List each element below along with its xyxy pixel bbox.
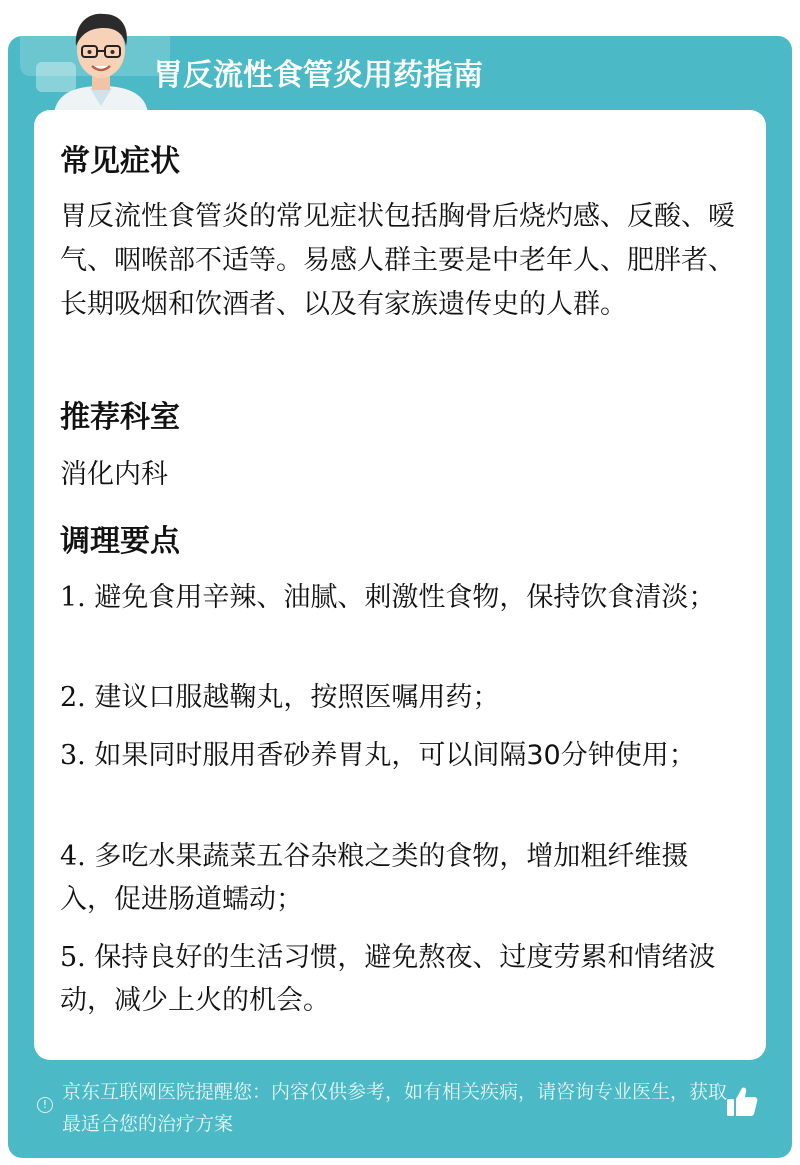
care-item-text: 建议口服越鞠丸，按照医嘱用药； [85,682,500,713]
care-item-text: 避免食用辛辣、油腻、刺激性食物，保持饮食清淡； [85,582,716,613]
care-item-text: 多吃水果蔬菜五谷杂粮之类的食物，增加粗纤维摄入，促进肠道蠕动； [60,841,689,915]
content-card [34,110,766,1060]
thumbs-up-icon[interactable] [724,1084,760,1120]
care-item-number: 5. [60,942,86,973]
care-item-number: 3. [60,740,86,771]
department-text: 消化内科 [60,459,168,490]
page-title: 胃反流性食管炎用药指南 [153,58,483,93]
care-item [60,576,740,619]
info-icon: ! [37,1097,53,1113]
care-item [60,734,740,777]
care-heading: 调理要点 [60,524,180,559]
department-heading: 推荐科室 [60,400,180,435]
symptoms-text: 胃反流性食管炎的常见症状包括胸骨后烧灼感、反酸、嗳气、咽喉部不适等。易感人群主要是中老年人、肥胖者、长期吸烟和饮酒者、以及有家族遗传史的人群。 [60,201,735,320]
care-item-number: 2. [60,682,86,713]
care-item-text: 如果同时服用香砂养胃丸，可以间隔30分钟使用； [85,740,696,771]
care-item [60,676,740,719]
disclaimer-text: 京东互联网医院提醒您：内容仅供参考，如有相关疾病，请咨询专业医生，获取最适合您的治疗方案 [62,1081,728,1135]
care-item [60,835,740,921]
symptoms-heading: 常见症状 [60,144,180,179]
care-item-number: 4. [60,841,86,872]
care-item-text: 保持良好的生活习惯，避免熬夜、过度劳累和情绪波动，减少上火的机会。 [60,942,716,1016]
doctor-avatar [46,6,156,114]
care-item-number: 1. [60,582,86,613]
care-item [60,936,740,1022]
